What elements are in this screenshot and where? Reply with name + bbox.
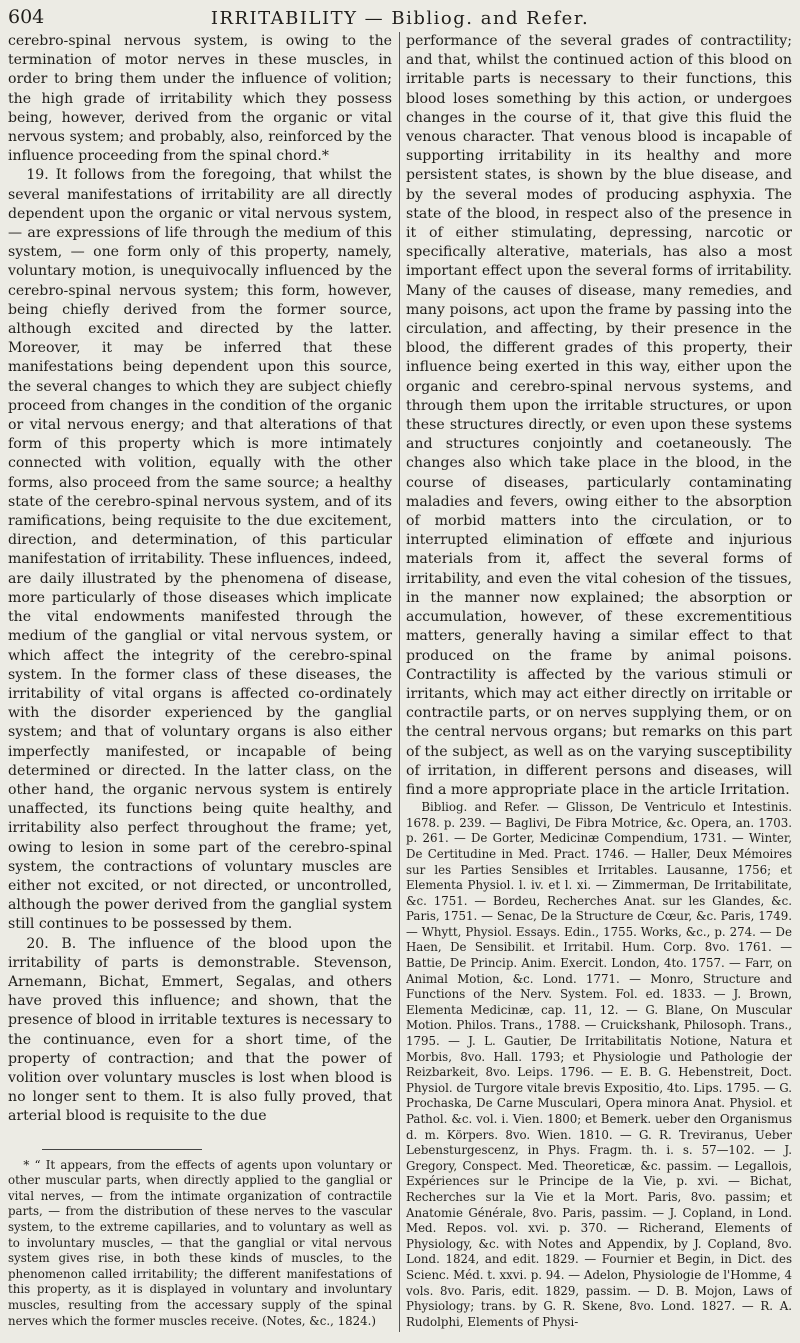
left-paragraph-3: 20. B. The influence of the blood upon the irritability of parts is demonstrable. Stevenson, Arnemann, Bichat, Emmert, Segalas, and others have proved this influence; and shown, that the presence of blood in irritable textures is necessary to the continuance, even for a short time, of the property of contraction; and that the power of volition over voluntary muscles is lost when blood is no longer sent to them. It is also fully proved, that arterial blood is requisite to the due [8, 935, 392, 1125]
footnote: * “ It appears, from the effects of agents upon voluntary or other muscular parts, when directly applied to the ganglial or vital nerves, — from the intimate organization of contractile parts, — from the distribution of these nerves to the vascular system, to the extreme capillaries, and to voluntary as well as to involuntary muscles, — that the ganglial or vital nervous system gives rise, in both these kinds of muscles, to the phenomenon called irritability; the different manifestations of this property, as it is displayed in voluntary and involuntary muscles, resulting from the accessary supply of the spinal nerves which the former muscles receive. (Notes, &c., 1824.) [8, 1157, 392, 1328]
page-header [8, 6, 792, 28]
column-divider [399, 32, 400, 1332]
running-title: IRRITABILITY — Bibliog. and Refer. [210, 8, 590, 29]
left-paragraph-2: 19. It follows from the foregoing, that whilst the several manifestations of irritability are all directly dependent upon the organic or vital nervous system, — are expressions of life through the medium of this system, — one form only of this property, namely, voluntary motion, is unequivocally influenced by the cerebro-spinal nervous system; this form, however, being chiefly derived from the former source, although excited and directed by the latter. Moreover, it may be inferred that these manifestations being dependent upon this source, the several changes to which they are subject chiefly proceed from changes in the condition of the organic or vital nervous energy; and that alterations of that form of this property which is more intimately connected with volition, equally with the other forms, also proceed from the same source; a healthy state of the cerebro-spinal nervous system, and of its ramifications, being requisite to the due excitement, direction, and determination, of this particular manifestation of irritability. These influences, indeed, are daily illustrated by the phenomena of disease, more particularly of those diseases which implicate the vital endowments manifested through the medium of the ganglial or vital nervous system, or which affect the integrity of the cerebro-spinal system. In the former class of these diseases, the irritability of vital organs is affected co-ordinately with the disorder experienced by the ganglial system; and that of voluntary organs is also either imperfectly manifested, or incapable of being determined or directed. In the latter class, on the other hand, the organic nervous system is entirely unaffected, its functions being quite healthy, and irritability also perfect throughout the frame; yet, owing to lesion in some part of the cerebro-spinal system, the contractions of voluntary muscles are either not excited, or not directed, or uncontrolled, although the power derived from the ganglial system still continues to be possessed by them. [8, 167, 392, 933]
footnote-divider [42, 1149, 202, 1150]
page-number: 604 [8, 6, 45, 28]
bibliography-references: Bibliog. and Refer. — Glisson, De Ventriculo et Intestinis. 1678. p. 239. — Baglivi, De Fibra Motrice, &c. Opera, an. 1703. p. 261. — De Gorter, Medicinæ Compendium, 1731. — Winter, De Certitudine in Med. Pract. 1746. — Haller, Deux Mémoires sur les Parties Sensibles et Irritables. Lausanne, 1756; et Elementa Physiol. l. iv. et l. xi. — Zimmerman, De Irritabilitate, &c. 1751. — Bordeu, Recherches Anat. sur les Glandes, &c. Paris, 1751. — Senac, De la Structure de Cœur, &c. Paris, 1749. — Whytt, Physiol. Essays. Edin., 1755. Works, &c., p. 274. — De Haen, De Sensibilit. et Irritabil. Hum. Corp. 8vo. 1761. — Battie, De Princip. Anim. Exercit. London, 4to. 1757. — Farr, on Animal Motion, &c. Lond. 1771. — Monro, Structure and Functions of the Nerv. System. Fol. ed. 1833. — J. Brown, Elementa Medicinæ, cap. 11, 12. — G. Blane, On Muscular Motion. Philos. Trans., 1788. — Cruickshank, Philosoph. Trans., 1795. — J. L. Gautier, De Irritabilitatis Notione, Natura et Morbis, 8vo. Hall. 1793; et Physiologie und Pathologie der Reizbarkeit, 8vo. Leips. 1796. — E. B. G. Hebenstreit, Doct. Physiol. de Turgore vitale brevis Expositio, 4to. Lips. 1795. — G. Prochaska, De Carne Musculari, Opera minora Anat. Physiol. et Pathol. &c. vol. i. Vien. 1800; et Bemerk. ueber den Organismus d. m. Körpers. 8vo. Wien. 1810. — G. R. Treviranus, Ueber Lebensturgescenz, in Phys. Fragm. th. i. s. 57—102. — J. Gregory, Conspect. Med. Theoreticæ, &c. passim. — Legallois, Expériences sur le Principe de la Vie, p. xvi. — Bichat, Recherches sur la Vie et la Mort. Paris, 8vo. passim; et Anatomie Générale, 8vo. Paris, passim. — J. Copland, in Lond. Med. Repos. vol. xvi. p. 370. — Richerand, Elements of Physiology, &c. with Notes and Appendix, by J. Copland, 8vo. Lond. 1824, and edit. 1829. — Fournier et Begin, in Dict. des Scienc. Méd. t. xxvi. p. 94. — Adelon, Physiologie de l'Homme, 4 vols. 8vo. Paris, edit. 1829, passim. — D. B. Mojon, Laws of Physiology; trans. by G. R. Skene, 8vo. Lond. 1827. — R. A. Rudolphi, Elements of Physi- [406, 800, 792, 1329]
right-paragraph-1: performance of the several grades of contractility; and that, whilst the continued action of this blood on irritable parts is necessary to their functions, this blood loses something by this action, or undergoes changes in the course of it, that give this fluid the venous character. That venous blood is incapable of supporting irritability in its healthy and more persistent states, is shown by the blue disease, and by the several modes of producing asphyxia. The state of the blood, in respect also of the presence in it of either stimulating, depressing, narcotic or specifically alterative, materials, has also a most important effect upon the several forms of irritability. Many of the causes of disease, many remedies, and many poisons, act upon the frame by passing into the circulation, and affecting, by their presence in the blood, the different grades of this property, their influence being exerted in this way, either upon the organic and cerebro-spinal nervous systems, and through them upon the irritable structures, or upon these structures directly, or even upon these systems and structures conjointly and coetaneously. The changes also which take place in the blood, in the course of diseases, particularly contaminating maladies and fevers, owing either to the absorption of morbid matters into the circulation, or to interrupted elimination of effœte and injurious materials from it, affect the several forms of irritability, and even the vital cohesion of the tissues, in the manner now explained; the absorption or accumulation, however, of these excrementitious matters, generally having a similar effect to that produced on the frame by animal poisons. Contractility is affected by the various stimuli or irritants, which may act either directly on irritable or contractile parts, or on nerves supplying them, or on the central nervous organs; but remarks on this part of the subject, as well as on the varying susceptibility of irritation, in different persons and diseases, will find a more appropriate place in the article Irritation. [406, 33, 792, 798]
right-column [406, 32, 792, 1330]
left-column [8, 32, 392, 1329]
left-paragraph-1: cerebro-spinal nervous system, is owing to the termination of motor nerves in these muscles, in order to bring them under the influence of volition; the high grade of irritability which they possess being, however, derived from the organic or vital nervous system; and probably, also, reinforced by the influence proceeding from the spinal chord.* [8, 33, 392, 165]
